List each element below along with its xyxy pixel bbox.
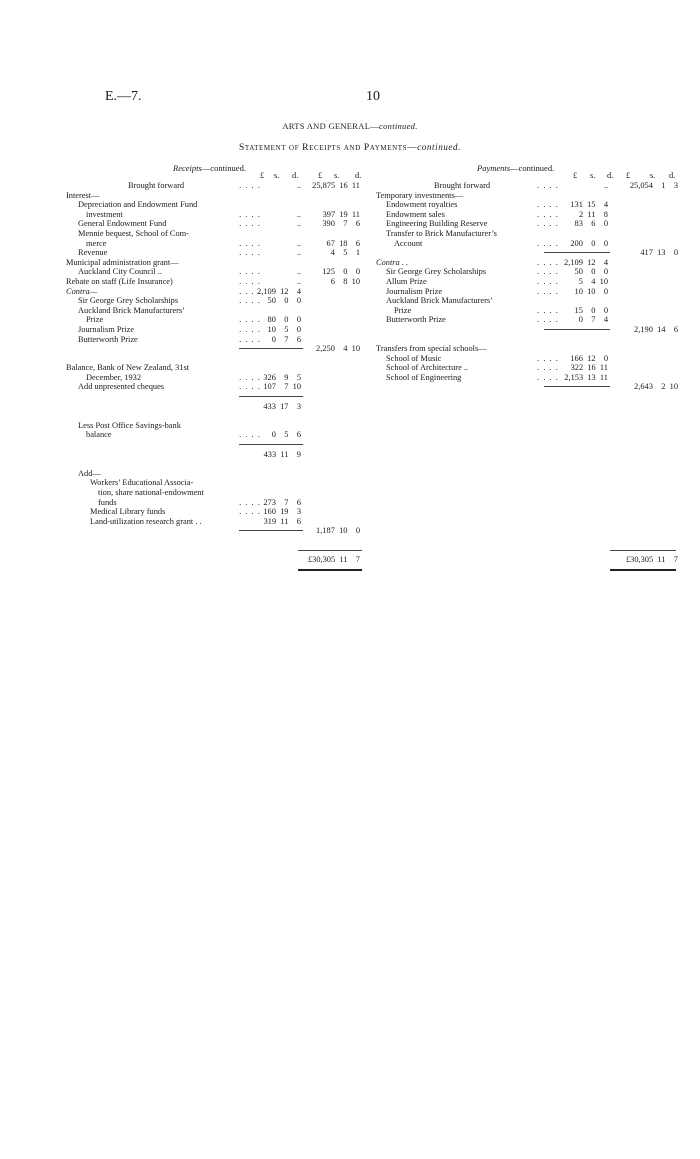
table-row bbox=[66, 239, 366, 249]
currency-unit: s. bbox=[274, 171, 280, 180]
table-row bbox=[66, 267, 366, 277]
amount-inner: 107 7 10 bbox=[263, 382, 301, 392]
sum-rule bbox=[239, 348, 303, 349]
leader-dots: . . . . bbox=[239, 315, 261, 325]
row-label: Workers’ Educational Associa- bbox=[90, 478, 194, 488]
row-label: Contra . . bbox=[376, 257, 409, 267]
currency-unit: d. bbox=[607, 171, 614, 180]
row-label: Land-utilization research grant . . bbox=[90, 516, 202, 526]
row-label: Engineering Building Reserve bbox=[386, 219, 488, 229]
leader-dots: . . . . bbox=[239, 497, 261, 507]
row-label: Endowment sales bbox=[386, 209, 445, 219]
table-row bbox=[66, 277, 366, 287]
table-row bbox=[66, 344, 366, 354]
leader-dots: . . . . bbox=[537, 363, 559, 373]
sum-rule bbox=[239, 530, 303, 531]
sum-rule bbox=[239, 396, 303, 397]
amount-inner: .. bbox=[603, 181, 608, 190]
row-label: Auckland City Council .. bbox=[78, 267, 162, 277]
row-label: merce bbox=[86, 238, 107, 248]
leader-dots: . . . . bbox=[239, 382, 261, 392]
row-label: Medical Library funds bbox=[90, 507, 166, 517]
table-row bbox=[66, 181, 366, 191]
table-row bbox=[66, 450, 366, 460]
table-row bbox=[66, 421, 366, 431]
amount-inner: 200 0 0 bbox=[570, 238, 608, 248]
table-row bbox=[376, 181, 676, 191]
leader-dots: . . . . bbox=[239, 209, 261, 219]
table-row bbox=[66, 354, 366, 364]
row-label: Journalism Prize bbox=[78, 324, 135, 334]
table-row bbox=[66, 287, 366, 297]
table-row bbox=[66, 335, 366, 345]
amount-inner: 160 19 3 bbox=[263, 507, 301, 517]
amount-inner: 10 5 0 bbox=[267, 324, 301, 334]
row-label: Interest— bbox=[66, 190, 100, 200]
row-label: General Endowment Fund bbox=[78, 219, 167, 229]
receipts-heading-label: Receipts bbox=[173, 163, 202, 173]
table-row bbox=[66, 555, 366, 565]
currency-unit: d. bbox=[292, 171, 299, 180]
sum-rule bbox=[239, 444, 303, 445]
leader-dots: . . . . bbox=[537, 200, 559, 210]
leader-dots: . . . . bbox=[537, 267, 559, 277]
amount-inner: 80 0 0 bbox=[267, 315, 301, 325]
statement-title-text: Statement of Receipts and Payments— bbox=[239, 143, 418, 153]
leader-dots: . . . . bbox=[239, 276, 261, 286]
table-row bbox=[66, 191, 366, 201]
table-row bbox=[376, 315, 676, 325]
row-label: Contra— bbox=[66, 286, 98, 296]
leader-dots: . . . . bbox=[239, 296, 261, 306]
row-label: School of Architecture .. bbox=[386, 363, 469, 373]
table-row bbox=[376, 555, 676, 565]
statement-title-suffix: continued. bbox=[417, 142, 461, 152]
amount-total: 390 7 6 bbox=[322, 219, 360, 229]
amount-total: 6 8 10 bbox=[330, 276, 360, 286]
row-label: Temporary investments— bbox=[376, 190, 464, 200]
row-label: Add unpresented cheques bbox=[78, 382, 165, 392]
table-row bbox=[376, 344, 676, 354]
row-label: Revenue bbox=[78, 248, 108, 258]
currency-unit: s. bbox=[650, 171, 656, 180]
amount-inner: 0 5 6 bbox=[271, 430, 301, 440]
sum-rule bbox=[544, 386, 610, 387]
amount-total: 4 5 1 bbox=[330, 248, 360, 258]
row-label: Depreciation and Endowment Fund bbox=[78, 200, 198, 210]
amount-inner: .. bbox=[296, 276, 301, 286]
total-double-rule bbox=[610, 569, 676, 571]
table-row bbox=[66, 411, 366, 421]
currency-unit: £ bbox=[573, 171, 578, 180]
amount-inner: .. bbox=[296, 209, 301, 219]
spacer-row bbox=[376, 430, 676, 440]
amount-inner: 50 0 0 bbox=[267, 296, 301, 306]
table-row bbox=[66, 565, 366, 575]
amount-total: 2,250 4 10 bbox=[316, 344, 360, 354]
spacer-row bbox=[376, 536, 676, 546]
leader-dots: . . . . bbox=[537, 276, 559, 286]
row-label: funds bbox=[98, 497, 117, 507]
row-label: Account bbox=[394, 238, 423, 248]
leader-dots: . . . . bbox=[239, 181, 261, 190]
leader-dots: . . . . bbox=[239, 267, 261, 277]
row-label: Butterworth Prize bbox=[78, 334, 138, 344]
amount-inner: .. bbox=[296, 267, 301, 277]
table-row bbox=[376, 363, 676, 373]
spacer-row bbox=[376, 526, 676, 536]
row-label: balance bbox=[86, 430, 112, 440]
sum-rule bbox=[298, 550, 362, 551]
currency-unit: d. bbox=[355, 171, 362, 180]
table-row bbox=[66, 392, 366, 402]
table-row bbox=[376, 306, 676, 316]
row-label: School of Music bbox=[386, 353, 442, 363]
amount-inner: 0 7 4 bbox=[578, 315, 608, 325]
receipts-table bbox=[66, 181, 366, 574]
amount-total: 67 18 6 bbox=[326, 238, 360, 248]
payments-table bbox=[376, 181, 676, 574]
amount-total: 125 0 0 bbox=[322, 267, 360, 277]
row-label: tion, share national-endowment bbox=[98, 488, 204, 497]
row-label: Rebate on staff (Life Insurance) bbox=[66, 276, 173, 286]
table-row bbox=[66, 200, 366, 210]
amount-inner: 2,109 12 4 bbox=[564, 257, 608, 267]
sum-rule bbox=[610, 550, 676, 551]
leader-dots: . . . . bbox=[537, 286, 559, 296]
table-row bbox=[376, 325, 676, 335]
leader-dots: . . . . bbox=[537, 315, 559, 325]
table-row bbox=[66, 459, 366, 469]
table-row bbox=[66, 325, 366, 335]
amount-inner: 83 6 0 bbox=[574, 219, 608, 229]
amount-inner: 2,153 13 11 bbox=[564, 372, 608, 382]
spacer-row bbox=[376, 469, 676, 479]
table-row bbox=[376, 258, 676, 268]
row-label: Brought forward bbox=[434, 181, 491, 190]
spacer-row bbox=[376, 498, 676, 508]
table-row bbox=[376, 229, 676, 239]
document-code: E.—7. bbox=[105, 89, 142, 104]
amount-inner: .. bbox=[296, 248, 301, 258]
row-label: Brought forward bbox=[128, 181, 185, 190]
payments-units-row bbox=[0, 171, 700, 181]
table-row bbox=[66, 296, 366, 306]
row-label: Journalism Prize bbox=[386, 286, 443, 296]
table-row bbox=[66, 430, 366, 440]
spacer-row bbox=[376, 450, 676, 460]
spacer-row bbox=[376, 517, 676, 527]
row-label: Prize bbox=[86, 315, 104, 325]
spacer-row bbox=[376, 507, 676, 517]
table-row bbox=[66, 507, 366, 517]
table-row bbox=[66, 248, 366, 258]
table-row bbox=[66, 210, 366, 220]
row-label: Municipal administration grant— bbox=[66, 257, 179, 267]
amount-inner: 322 16 11 bbox=[570, 363, 608, 373]
amount-total: 417 13 0 bbox=[640, 248, 678, 258]
table-row bbox=[66, 258, 366, 268]
leader-dots: . . . . bbox=[537, 372, 559, 382]
table-row bbox=[66, 382, 366, 392]
amount-inner: 10 10 0 bbox=[574, 286, 608, 296]
leader-dots: . . . . bbox=[239, 238, 261, 248]
table-row bbox=[376, 565, 676, 575]
table-row bbox=[66, 469, 366, 479]
table-row bbox=[376, 267, 676, 277]
section-title-text: ARTS AND GENERAL— bbox=[282, 121, 380, 131]
spacer-row bbox=[376, 411, 676, 421]
amount-inner: 166 12 0 bbox=[570, 353, 608, 363]
row-label: Sir George Grey Scholarships bbox=[78, 296, 179, 306]
table-row bbox=[376, 335, 676, 345]
row-label: investment bbox=[86, 209, 123, 219]
row-label: Prize bbox=[394, 305, 412, 315]
table-row bbox=[66, 315, 366, 325]
row-label: Auckland Brick Manufacturers’ bbox=[78, 305, 185, 315]
row-label: Sir George Grey Scholarships bbox=[386, 267, 487, 277]
amount-total: 2,190 14 6 bbox=[634, 324, 678, 334]
leader-dots: . . . . bbox=[239, 372, 261, 382]
table-row bbox=[376, 546, 676, 556]
page-number: 10 bbox=[366, 89, 380, 104]
amount-inner: 433 17 3 bbox=[263, 401, 301, 411]
receipts-heading-suffix: —continued. bbox=[201, 163, 246, 173]
table-row bbox=[66, 478, 366, 488]
table-row bbox=[66, 517, 366, 527]
amount-inner: .. bbox=[296, 238, 301, 248]
row-label: Balance, Bank of New Zealand, 31st bbox=[66, 363, 190, 373]
amount-inner: .. bbox=[296, 181, 301, 190]
total-double-rule bbox=[298, 569, 362, 571]
table-row bbox=[66, 402, 366, 412]
spacer-row bbox=[376, 488, 676, 498]
row-label: Less Post Office Savings-bank bbox=[78, 420, 181, 430]
leader-dots: . . . . bbox=[239, 334, 261, 344]
amount-total: 397 19 11 bbox=[322, 209, 360, 219]
sum-rule bbox=[544, 329, 610, 330]
amount-inner: 273 7 6 bbox=[263, 497, 301, 507]
table-row bbox=[66, 306, 366, 316]
grand-total: £30,305 11 7 bbox=[625, 555, 678, 565]
table-row bbox=[376, 277, 676, 287]
table-row bbox=[376, 248, 676, 258]
amount-inner: .. bbox=[296, 219, 301, 229]
leader-dots: . . . . bbox=[239, 324, 261, 334]
currency-unit: d. bbox=[669, 171, 676, 180]
row-label: Allum Prize bbox=[386, 276, 427, 286]
table-row bbox=[376, 354, 676, 364]
spacer-row bbox=[376, 421, 676, 431]
payments-heading-label: Payments bbox=[477, 163, 511, 173]
leader-dots: . . . . bbox=[537, 257, 559, 267]
table-row bbox=[376, 210, 676, 220]
table-row bbox=[376, 219, 676, 229]
leader-dots: . . . . bbox=[239, 248, 261, 258]
currency-unit: s. bbox=[590, 171, 596, 180]
leader-dots: . . . . bbox=[537, 305, 559, 315]
spacer-row bbox=[376, 478, 676, 488]
table-row bbox=[376, 239, 676, 249]
amount-inner: 131 15 4 bbox=[570, 200, 608, 210]
table-row bbox=[66, 440, 366, 450]
row-label: Endowment royalties bbox=[386, 200, 458, 210]
amount-inner: 326 9 5 bbox=[263, 372, 301, 382]
leader-dots: . . . . bbox=[537, 353, 559, 363]
currency-unit: s. bbox=[334, 171, 340, 180]
row-label: School of Engineering bbox=[386, 372, 462, 382]
spacer-row bbox=[376, 459, 676, 469]
amount-inner: 50 0 0 bbox=[574, 267, 608, 277]
table-row bbox=[66, 546, 366, 556]
row-label: Auckland Brick Manufacturers’ bbox=[386, 296, 493, 306]
leader-dots: . . . . bbox=[537, 219, 559, 229]
table-row bbox=[66, 488, 366, 498]
table-row bbox=[376, 296, 676, 306]
table-row bbox=[66, 229, 366, 239]
table-row bbox=[66, 498, 366, 508]
amount-total: £30,305 11 7 bbox=[307, 555, 360, 565]
table-row bbox=[376, 200, 676, 210]
table-row bbox=[376, 373, 676, 383]
amount-total: 1,187 10 0 bbox=[316, 526, 360, 536]
amount-inner: 319 11 6 bbox=[263, 516, 301, 526]
amount-inner: 433 11 9 bbox=[263, 449, 301, 459]
currency-unit: £ bbox=[626, 171, 631, 180]
table-row bbox=[66, 219, 366, 229]
leader-dots: . . . . bbox=[537, 209, 559, 219]
currency-unit: £ bbox=[318, 171, 323, 180]
row-label: Transfers from special schools— bbox=[376, 344, 487, 354]
section-title bbox=[0, 121, 700, 131]
statement-title bbox=[0, 142, 700, 153]
table-row bbox=[376, 382, 676, 392]
leader-dots: . . . . bbox=[239, 430, 261, 440]
leader-dots: . . . . bbox=[239, 286, 261, 296]
table-row bbox=[376, 287, 676, 297]
table-row bbox=[376, 191, 676, 201]
amount-total: 2,643 2 10 bbox=[634, 382, 678, 392]
table-row bbox=[66, 373, 366, 383]
table-row bbox=[66, 536, 366, 546]
leader-dots: . . . . bbox=[537, 238, 559, 248]
payments-heading-suffix: —continued. bbox=[510, 163, 555, 173]
amount-inner: 0 7 6 bbox=[271, 334, 301, 344]
table-row bbox=[66, 526, 366, 536]
leader-dots: . . . . bbox=[239, 507, 261, 517]
spacer-row bbox=[376, 440, 676, 450]
row-label: Mennie bequest, School of Com- bbox=[78, 228, 189, 238]
amount-inner: 2,109 12 4 bbox=[257, 286, 301, 296]
row-label: Butterworth Prize bbox=[386, 315, 446, 325]
amount-total: 25,875 16 11 bbox=[312, 181, 360, 190]
leader-dots: . . . . bbox=[239, 219, 261, 229]
spacer-row bbox=[376, 402, 676, 412]
row-label: Transfer to Brick Manufacturer’s bbox=[386, 228, 497, 238]
spacer-row bbox=[376, 392, 676, 402]
row-label: December, 1932 bbox=[86, 372, 142, 382]
sum-rule bbox=[544, 252, 610, 253]
amount-inner: 2 11 8 bbox=[578, 209, 608, 219]
currency-unit: £ bbox=[260, 171, 265, 180]
leader-dots: . . . . bbox=[537, 181, 559, 190]
amount-total: 25,054 1 3 bbox=[629, 181, 678, 190]
section-title-suffix: continued. bbox=[379, 121, 418, 131]
table-row bbox=[66, 363, 366, 373]
amount-inner: 5 4 10 bbox=[578, 276, 608, 286]
amount-inner: 15 0 0 bbox=[574, 305, 608, 315]
row-label: Add— bbox=[78, 468, 101, 478]
